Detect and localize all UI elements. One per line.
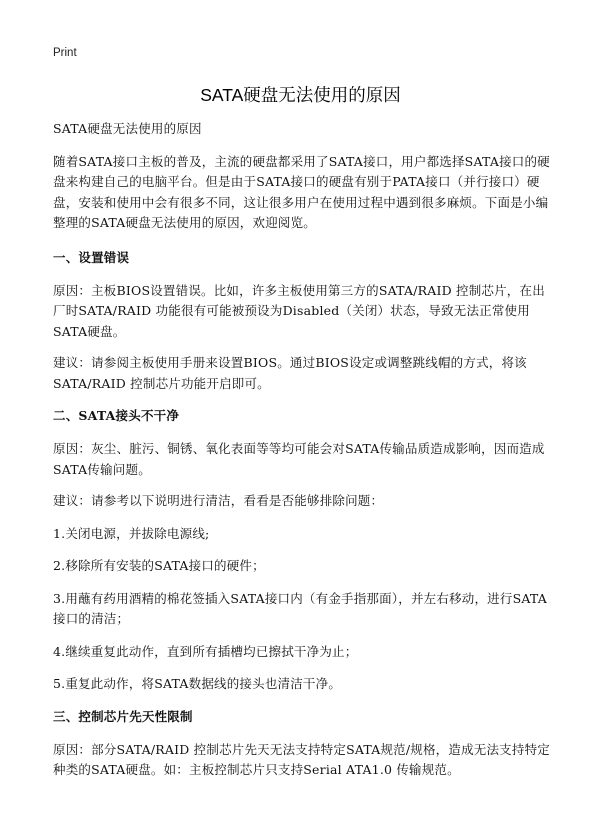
step-item: 4.继续重复此动作，直到所有插槽均已擦拭干净为止； (53, 643, 358, 659)
document-body (53, 119, 552, 792)
section-2-advice: 建议：请参考以下说明进行清洁，看看是否能够排除问题： (53, 493, 384, 508)
intro-paragraph: 随着SATA接口主板的普及，主流的硬盘都采用了SATA接口，用户都选择SATA接口的硬盘来构建自己的电脑平台。但是由于SATA接口的硬盘有别于PATA接口（并行接口）硬盘，安装和使用中会有很多不同，这让很多用户在使用过程中遇到很多麻烦。下面是小编整理的SATA硬盘无法使用的原因，欢迎阅览。 (53, 153, 550, 230)
step-item: 2.移除所有安装的SATA接口的硬件； (53, 558, 265, 573)
section-1-heading: 一、设置错误 (53, 249, 130, 265)
document-title: SATA硬盘无法使用的原因 (200, 85, 401, 105)
step-item: 5.重复此动作，将SATA数据线的接头也清洁干净。 (53, 676, 342, 691)
step-item: 1.关闭电源，并拔除电源线; (53, 525, 210, 541)
section-1-cause: 原因：主板BIOS设置错误。比如，许多主板使用第三方的SATA/RAID 控制芯片，在出厂时SATA/RAID 功能很有可能被预设为Disabled（关闭）状态，导致无法正常使用SATA硬盘。 (53, 282, 545, 339)
section-2-heading: 二、SATA接头不干净 (53, 408, 180, 423)
step-item: 3.用蘸有药用酒精的棉花签插入SATA接口内（有金手指那面），并左右移动，进行SATA接口的清洁； (53, 590, 547, 626)
section-3-heading: 三、控制芯片先天性限制 (53, 708, 193, 724)
section-1-advice: 建议：请参阅主板使用手册来设置BIOS。通过BIOS设定或调整跳线帽的方式，将该SATA/RAID 控制芯片功能开启即可。 (53, 355, 527, 391)
section-2-cause: 原因：灰尘、脏污、铜锈、氧化表面等等均可能会对SATA传输品质造成影响，因而造成SATA传输问题。 (53, 441, 545, 477)
section-3-cause: 原因：部分SATA/RAID 控制芯片先天无法支持特定SATA规范/规格，造成无法支持特定种类的SATA硬盘。如：主板控制芯片只支持Serial ATA1.0 传输规范。 (53, 741, 550, 777)
body-subtitle: SATA硬盘无法使用的原因 (53, 121, 202, 136)
print-label[interactable]: Print (53, 47, 77, 59)
